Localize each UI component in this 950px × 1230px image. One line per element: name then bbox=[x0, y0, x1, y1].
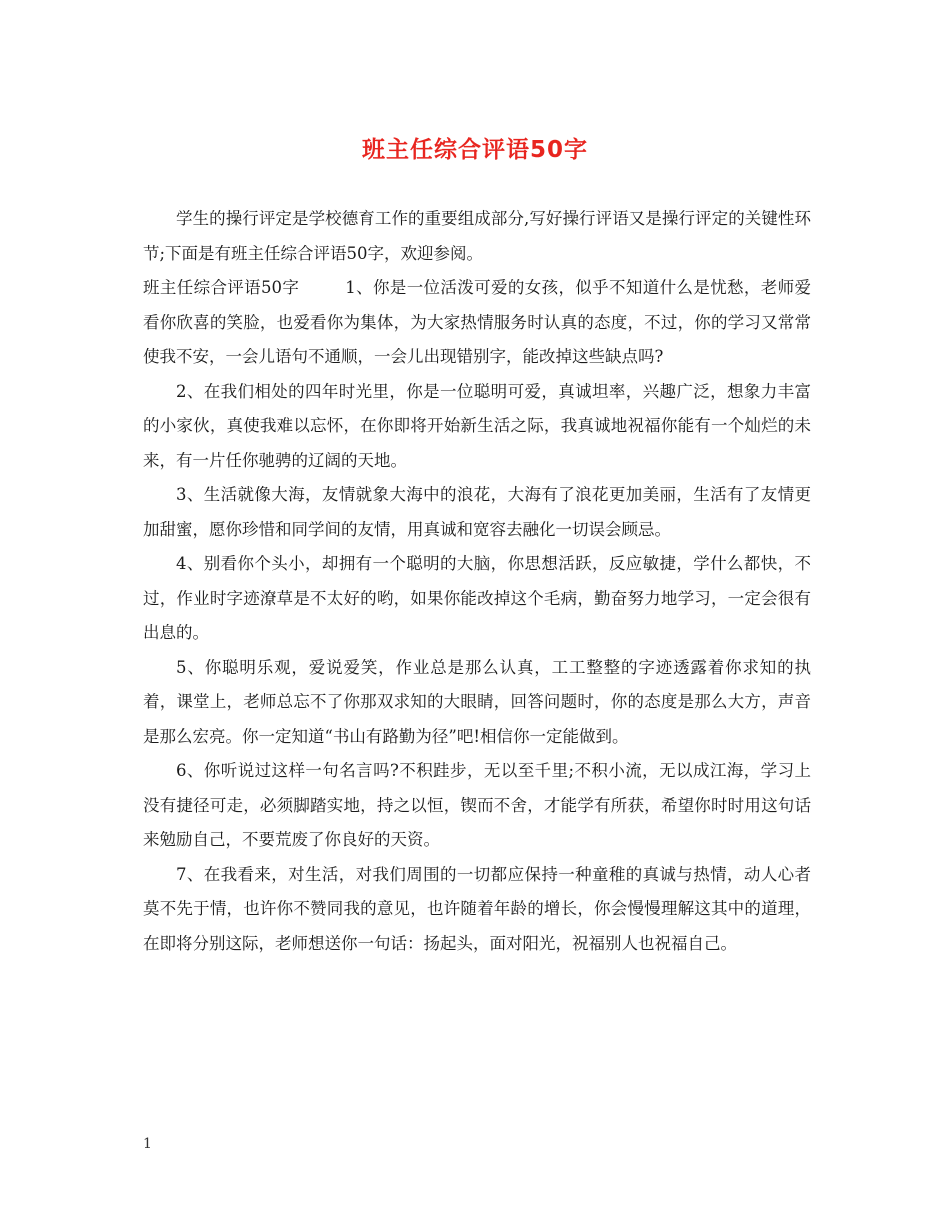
item-paragraph-6: 6、你听说过这样一句名言吗?不积跬步，无以至千里;不积小流，无以成江海，学习上没有捷径可走，必须脚踏实地，持之以恒，锲而不舍，才能学有所获，希望你时时用这句话来勉励自己，不要荒废了你良好的天资。 bbox=[143, 761, 811, 849]
item-paragraph-2: 2、在我们相处的四年时光里，你是一位聪明可爱，真诚坦率，兴趣广泛，想象力丰富的小家伙，真使我难以忘怀，在你即将开始新生活之际，我真诚地祝福你能有一个灿烂的未来，有一片任你驰骋的辽阔的天地。 bbox=[143, 381, 811, 470]
document-title: 班主任综合评语50字 bbox=[361, 137, 588, 163]
section-heading: 班主任综合评语50字 bbox=[143, 278, 300, 297]
item-paragraph-4: 4、别看你个头小，却拥有一个聪明的大脑，你思想活跃，反应敏捷，学什么都快，不过，作业时字迹潦草是不太好的哟，如果你能改掉这个毛病，勤奋努力地学习，一定会很有出息的。 bbox=[143, 554, 811, 642]
intro-paragraph: 学生的操行评定是学校德育工作的重要组成部分,写好操行评语又是操行评定的关键性环节;下面是有班主任综合评语50字，欢迎参阅。 bbox=[143, 209, 811, 263]
item-paragraph-3: 3、生活就像大海，友情就象大海中的浪花，大海有了浪花更加美丽，生活有了友情更加甜蜜，愿你珍惜和同学间的友情，用真诚和宽容去融化一切误会顾忌。 bbox=[143, 485, 811, 539]
page-number: 1 bbox=[143, 1136, 152, 1152]
item-paragraph-7: 7、在我看来，对生活，对我们周围的一切都应保持一种童稚的真诚与热情，动人心者莫不先于情，也许你不赞同我的意见，也许随着年龄的增长，你会慢慢理解这其中的道理，在即将分别这际，老师想送你一句话：扬起头，面对阳光，祝福别人也祝福自己。 bbox=[143, 864, 811, 953]
item-paragraph-5: 5、你聪明乐观，爱说爱笑，作业总是那么认真，工工整整的字迹透露着你求知的执着，课堂上，老师总忘不了你那双求知的大眼睛，回答问题时，你的态度是那么大方，声音是那么宏亮。你一定知道“书山有路勤为径”吧!相信你一定能做到。 bbox=[143, 657, 811, 746]
item-text-1: 1、你是一位活泼可爱的女孩，似乎不知道什么是忧愁，老师爱看你欣喜的笑脸，也爱看你为集体，为大家热情服务时认真的态度，不过，你的学习又常常使我不安，一会儿语句不通顺，一会儿出现错别字，能改掉这些缺点吗? bbox=[143, 278, 811, 366]
item-paragraph-1 bbox=[143, 271, 811, 375]
document-body bbox=[143, 202, 811, 961]
